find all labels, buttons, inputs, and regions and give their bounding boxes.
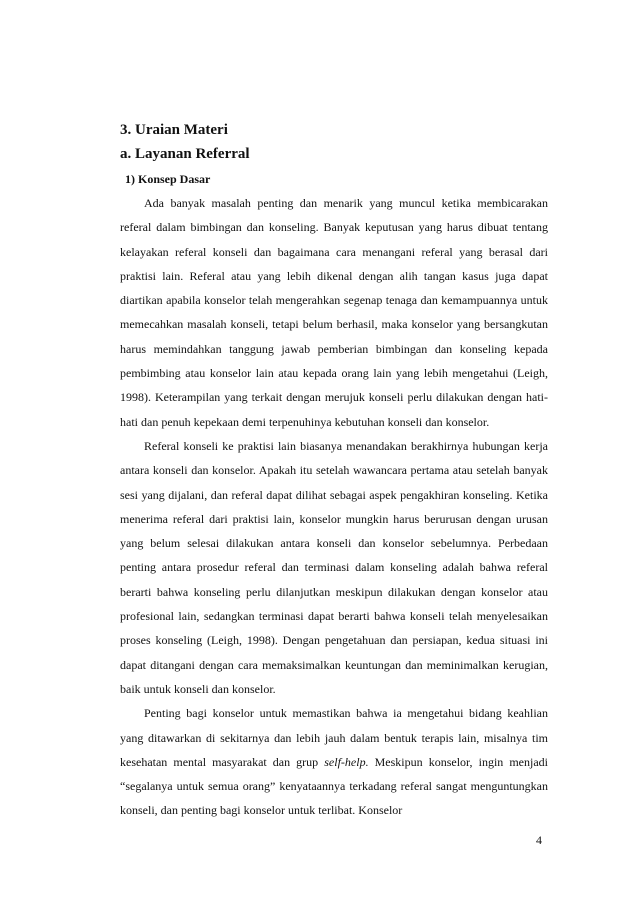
paragraph-3-text-end: Meskipun konselor, ingin menjadi “segalanya untuk semua orang” kenyataannya terkadang referal sangat menguntungkan konseli, dan penting bagi konselor untuk terlibat. Konselor <box>120 754 548 818</box>
paragraph-2-text: Referal konseli ke praktisi lain biasanya menandakan berakhirnya hubungan kerja antara konseli dan konselor. Apakah itu setelah wawancara pertama atau setelah banyak sesi yang dijalani, dan referal dapat dilihat sebagai aspek pengakhiran konseling. Ketika menerima referal dari praktisi lain, konselor mungkin harus berurusan dengan urusan yang belum selesai dilakukan antara konseli dan konselor sebelumnya. Perbedaan penting antara prosedur referal dan terminasi dalam konseling adalah bahwa referal berarti bahwa konseling perlu dilanjutkan meskipun dilakukan dengan konselor atau profesional lain, sedangkan terminasi dapat berarti bahwa konseli telah menyelesaikan proses konseling (Leigh, 1998). Dengan pengetahuan dan persiapan, kedua situasi ini dapat ditangani dengan cara memaksimalkan keuntungan dan meminimalkan kerugian, baik untuk konseli dan konselor. <box>120 438 548 696</box>
paragraph-3 <box>120 701 548 822</box>
paragraph-1 <box>120 191 548 434</box>
subsection-heading: a. Layanan Referral <box>120 146 250 162</box>
page-body <box>120 118 548 823</box>
section-heading: 3. Uraian Materi <box>120 122 228 138</box>
paragraph-3-italic-term: self-help. <box>324 754 369 769</box>
paragraph-3-text-start: Penting bagi konselor untuk memastikan bahwa ia mengetahui bidang keahlian yang ditawarkan di sekitarnya dan lebih jauh dalam bentuk terapis lain, misalnya tim kesehatan mental masyarakat dan grup <box>120 706 548 769</box>
paragraph-1-text: Ada banyak masalah penting dan menarik yang muncul ketika membicarakan referal dalam bimbingan dan konseling. Banyak keputusan yang harus dibuat tentang kelayakan referal konseli dan bagaimana cara menangani referal yang berasal dari praktisi lain. Referal atau yang lebih dikenal dengan alih tangan kasus juga dapat diartikan apabila konselor telah mengerahkan segenap tenaga dan kemampuannya untuk memecahkan masalah konseli, tetapi belum berhasil, maka konselor yang bersangkutan harus memindahkan tanggung jawab pemberian bimbingan dan konseling kepada pembimbing atau konselor lain atau kepada orang lain yang lebih mengetahui (Leigh, 1998). Keterampilan yang terkait dengan merujuk konseli perlu dilakukan dengan hati-hati dan penuh kepekaan demi terpenuhinya kebutuhan konseli dan konselor. <box>120 196 548 429</box>
subsubsection-heading: 1) Konsep Dasar <box>125 172 211 186</box>
paragraph-2 <box>120 434 548 701</box>
page-number: 4 <box>536 833 542 847</box>
